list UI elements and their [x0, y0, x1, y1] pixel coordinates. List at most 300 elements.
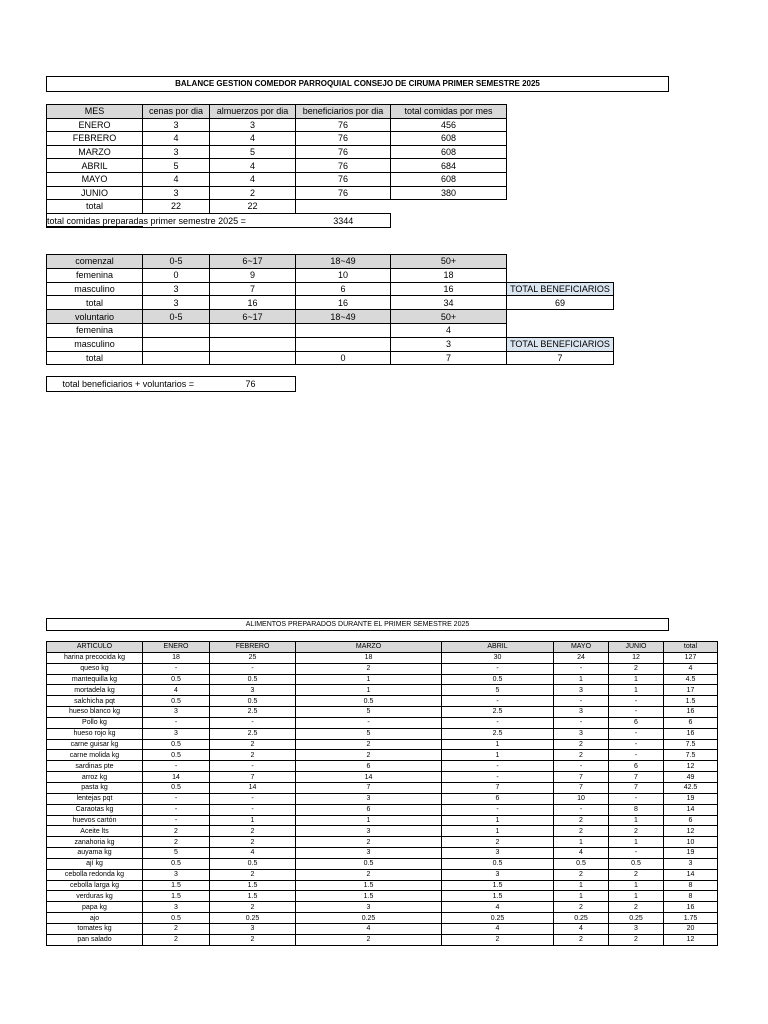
table-cell: 3: [143, 902, 210, 913]
table-cell: 3: [210, 923, 296, 934]
table-cell: 3: [143, 145, 210, 159]
table-cell: 2: [554, 739, 609, 750]
table-cell: 49: [664, 772, 718, 783]
table-cell: 42.5: [664, 782, 718, 793]
table-cell: [296, 337, 391, 351]
table-cell: 3: [143, 869, 210, 880]
table-cell: 3: [442, 869, 554, 880]
table-cell: 1: [210, 815, 296, 826]
table-cell: 4: [664, 663, 718, 674]
table-row: [47, 793, 718, 804]
total-cenas: 22: [143, 200, 210, 214]
table-cell: 4: [391, 323, 507, 337]
table-cell: 0: [143, 268, 210, 282]
table-cell: [210, 351, 296, 365]
comensal-masculino-row: [47, 282, 614, 296]
total-almuerzos: 22: [210, 200, 296, 214]
table-cell: 2: [609, 663, 664, 674]
voluntario-label: voluntario: [47, 310, 143, 324]
column-header: ENERO: [143, 642, 210, 653]
beneficiaries-demographics-table: [46, 254, 614, 365]
table-cell: 3: [210, 685, 296, 696]
table-cell: 6: [609, 717, 664, 728]
table-row: [47, 696, 718, 707]
empty-cell: [507, 255, 614, 269]
semester-total-value: 3344: [297, 214, 391, 228]
article-label: salchicha pqt: [47, 696, 143, 707]
table-cell: 2: [296, 869, 442, 880]
table-cell: 5: [143, 848, 210, 859]
table-cell: [210, 323, 296, 337]
month-label: ABRIL: [47, 159, 143, 173]
age-range-header: 0-5: [143, 255, 210, 269]
table-cell: -: [609, 739, 664, 750]
column-header: almuerzos por dia: [210, 105, 296, 119]
table-row: [47, 869, 718, 880]
voluntario-total-row: [47, 351, 614, 365]
table-cell: -: [210, 804, 296, 815]
table-cell: 2: [554, 902, 609, 913]
table-cell: 2: [554, 750, 609, 761]
table-cell: 4: [143, 132, 210, 146]
table-cell: 12: [664, 934, 718, 945]
column-header: total: [664, 642, 718, 653]
table-row: [47, 934, 718, 945]
table-cell: 0.5: [210, 696, 296, 707]
total-beneficiaries-label: TOTAL BENEFICIARIOS: [507, 282, 614, 296]
table-cell: 5: [442, 685, 554, 696]
age-range-header: 50+: [391, 310, 507, 324]
age-range-header: 50+: [391, 255, 507, 269]
table-cell: 2: [143, 923, 210, 934]
article-label: carne guisar kg: [47, 739, 143, 750]
table-row: [47, 739, 718, 750]
table-row: [47, 159, 507, 173]
table-cell: 7.5: [664, 739, 718, 750]
table-row: [47, 826, 718, 837]
column-header: cenas por dia: [143, 105, 210, 119]
table-cell: 19: [664, 848, 718, 859]
table-cell: 0.5: [442, 674, 554, 685]
table-cell: 14: [664, 804, 718, 815]
table-cell: -: [554, 717, 609, 728]
table-cell: 1: [442, 815, 554, 826]
table-cell: 3: [143, 728, 210, 739]
table-cell: 3: [143, 282, 210, 296]
table-cell: 1: [554, 880, 609, 891]
month-label: MAYO: [47, 172, 143, 186]
table-cell: 1: [609, 837, 664, 848]
table-cell: 18: [296, 652, 442, 663]
table-cell: 380: [391, 186, 507, 200]
comensal-label: comenzal: [47, 255, 143, 269]
table-cell: 76: [296, 145, 391, 159]
table-cell: [143, 351, 210, 365]
table-cell: 2: [554, 826, 609, 837]
table-cell: 4: [210, 172, 296, 186]
table-cell: 1: [296, 674, 442, 685]
table-cell: 2: [442, 934, 554, 945]
table-cell: 0.5: [143, 739, 210, 750]
table-cell: 3: [296, 902, 442, 913]
table-cell: 0.25: [442, 913, 554, 924]
table-cell: -: [442, 772, 554, 783]
empty-cell: [391, 200, 507, 214]
table-cell: 2: [609, 934, 664, 945]
month-label: ENERO: [47, 118, 143, 132]
table-cell: 1: [296, 685, 442, 696]
empty-cell: [507, 268, 614, 282]
table-cell: 76: [296, 186, 391, 200]
table-cell: -: [609, 793, 664, 804]
table-cell: 0.5: [143, 696, 210, 707]
table-row: [47, 186, 507, 200]
table-cell: 30: [442, 652, 554, 663]
table-cell: 456: [391, 118, 507, 132]
table-row: [47, 750, 718, 761]
table-cell: 3: [296, 848, 442, 859]
table-cell: 4: [143, 685, 210, 696]
voluntario-header-row: [47, 310, 614, 324]
table-cell: 6: [296, 282, 391, 296]
row-label: femenina: [47, 268, 143, 282]
table-cell: 10: [664, 837, 718, 848]
table-cell: -: [296, 717, 442, 728]
grand-total-label: total beneficiarios + voluntarios =: [47, 377, 210, 392]
comensal-femenina-row: [47, 268, 614, 282]
table-cell: -: [210, 793, 296, 804]
table-cell: -: [554, 663, 609, 674]
table-cell: [143, 323, 210, 337]
table-cell: 10: [554, 793, 609, 804]
table-cell: -: [609, 848, 664, 859]
column-header: MES: [47, 105, 143, 119]
table-cell: 18: [143, 652, 210, 663]
table-cell: 0.5: [210, 858, 296, 869]
table-cell: 16: [664, 707, 718, 718]
table-row: [47, 728, 718, 739]
table-cell: -: [442, 663, 554, 674]
row-label: total: [47, 351, 143, 365]
monthly-header-row: [47, 105, 507, 119]
table-cell: 0.5: [554, 858, 609, 869]
age-range-header: 6~17: [210, 255, 296, 269]
table-cell: -: [143, 804, 210, 815]
table-cell: 1.5: [664, 696, 718, 707]
table-cell: 0.5: [210, 674, 296, 685]
table-cell: -: [442, 804, 554, 815]
table-cell: 1.5: [210, 891, 296, 902]
table-cell: 7: [609, 782, 664, 793]
table-cell: 1: [554, 891, 609, 902]
table-cell: 2: [210, 186, 296, 200]
table-cell: 14: [143, 772, 210, 783]
table-row: [47, 772, 718, 783]
table-cell: 16: [296, 296, 391, 310]
article-label: pasta kg: [47, 782, 143, 793]
table-cell: 4: [554, 923, 609, 934]
table-cell: 4: [143, 172, 210, 186]
article-label: lentejas pqt: [47, 793, 143, 804]
table-cell: 4.5: [664, 674, 718, 685]
article-label: Aceite lts: [47, 826, 143, 837]
table-cell: 0.5: [442, 858, 554, 869]
table-cell: [296, 323, 391, 337]
table-cell: 608: [391, 145, 507, 159]
article-label: papa kg: [47, 902, 143, 913]
table-row: [47, 923, 718, 934]
month-label: MARZO: [47, 145, 143, 159]
table-cell: 7: [296, 782, 442, 793]
table-cell: 7: [210, 282, 296, 296]
article-label: cebolla larga kg: [47, 880, 143, 891]
age-range-header: 6~17: [210, 310, 296, 324]
table-cell: 1.5: [143, 880, 210, 891]
table-cell: 7: [554, 782, 609, 793]
table-cell: 684: [391, 159, 507, 173]
table-cell: 3: [664, 858, 718, 869]
food-header-row: [47, 642, 718, 653]
empty-cell: [391, 213, 507, 227]
article-label: hueso blanco kg: [47, 707, 143, 718]
table-cell: 5: [210, 145, 296, 159]
table-cell: 76: [296, 172, 391, 186]
table-cell: 1: [609, 674, 664, 685]
table-row: [47, 685, 718, 696]
table-cell: 7: [609, 772, 664, 783]
column-header: beneficiarios por dia: [296, 105, 391, 119]
food-table-title: ALIMENTOS PREPARADOS DURANTE EL PRIMER SEMESTRE 2025: [46, 618, 669, 631]
table-cell: 1: [609, 880, 664, 891]
table-cell: 4: [442, 923, 554, 934]
table-cell: 2.5: [442, 728, 554, 739]
table-cell: 2: [210, 826, 296, 837]
table-cell: -: [554, 761, 609, 772]
column-header: FEBRERO: [210, 642, 296, 653]
table-cell: 14: [210, 782, 296, 793]
table-cell: 0.5: [143, 913, 210, 924]
table-cell: 2.5: [442, 707, 554, 718]
table-cell: 1.5: [143, 891, 210, 902]
table-cell: -: [442, 717, 554, 728]
table-cell: 4: [554, 848, 609, 859]
article-label: zanahoria kg: [47, 837, 143, 848]
table-row: [47, 858, 718, 869]
row-label: masculino: [47, 282, 143, 296]
table-cell: 12: [609, 652, 664, 663]
table-cell: 1: [609, 815, 664, 826]
table-cell: 5: [143, 159, 210, 173]
table-cell: 2: [609, 826, 664, 837]
table-cell: -: [609, 696, 664, 707]
table-cell: 4: [210, 848, 296, 859]
month-label: JUNIO: [47, 186, 143, 200]
table-cell: -: [143, 793, 210, 804]
table-cell: 6: [442, 793, 554, 804]
table-cell: 0.25: [296, 913, 442, 924]
column-header: MAYO: [554, 642, 609, 653]
table-cell: 1.5: [296, 880, 442, 891]
table-cell: 0.5: [143, 782, 210, 793]
table-cell: 2: [296, 739, 442, 750]
table-row: [47, 761, 718, 772]
table-cell: 2: [143, 934, 210, 945]
table-cell: 6: [664, 717, 718, 728]
row-label: femenina: [47, 323, 143, 337]
table-cell: 2.5: [210, 728, 296, 739]
table-cell: -: [210, 761, 296, 772]
article-label: mantequilla kg: [47, 674, 143, 685]
table-cell: 76: [296, 159, 391, 173]
age-range-header: 18~49: [296, 255, 391, 269]
table-cell: 3: [143, 296, 210, 310]
table-cell: 3: [554, 707, 609, 718]
table-cell: 3: [296, 826, 442, 837]
table-cell: 7: [442, 782, 554, 793]
table-cell: 0.5: [143, 858, 210, 869]
table-cell: 608: [391, 172, 507, 186]
page-title: BALANCE GESTION COMEDOR PARROQUIAL CONSEJO DE CIRUMA PRIMER SEMESTRE 2025: [46, 76, 669, 92]
table-row: [47, 782, 718, 793]
table-cell: 2: [554, 815, 609, 826]
table-cell: 25: [210, 652, 296, 663]
table-row: [47, 902, 718, 913]
article-label: huevos cartón: [47, 815, 143, 826]
table-cell: -: [554, 804, 609, 815]
table-cell: 4: [296, 923, 442, 934]
table-cell: 1: [442, 826, 554, 837]
age-range-header: 18~49: [296, 310, 391, 324]
table-cell: 12: [664, 761, 718, 772]
table-cell: -: [210, 717, 296, 728]
table-cell: 1.75: [664, 913, 718, 924]
grand-total-table: [46, 376, 296, 392]
table-cell: 1: [554, 674, 609, 685]
table-cell: 2: [143, 837, 210, 848]
table-cell: 0.5: [143, 750, 210, 761]
table-cell: 10: [296, 268, 391, 282]
article-label: ají kg: [47, 858, 143, 869]
table-cell: 2: [210, 934, 296, 945]
table-cell: 1.5: [296, 891, 442, 902]
article-label: Pollo kg: [47, 717, 143, 728]
article-label: cebolla redonda kg: [47, 869, 143, 880]
table-row: [47, 804, 718, 815]
table-cell: 2: [143, 826, 210, 837]
table-cell: 24: [554, 652, 609, 663]
table-cell: 8: [664, 891, 718, 902]
table-cell: -: [143, 663, 210, 674]
table-cell: 1: [442, 739, 554, 750]
comensal-header-row: [47, 255, 614, 269]
table-cell: 6: [664, 815, 718, 826]
table-cell: 2: [442, 837, 554, 848]
table-cell: 19: [664, 793, 718, 804]
table-cell: 3: [296, 793, 442, 804]
monthly-total-row: [47, 200, 507, 214]
table-row: [47, 674, 718, 685]
table-cell: 76: [296, 118, 391, 132]
comensal-total-row: [47, 296, 614, 310]
table-cell: 8: [664, 880, 718, 891]
column-header: MARZO: [296, 642, 442, 653]
table-row: [47, 132, 507, 146]
table-cell: -: [442, 761, 554, 772]
table-cell: 16: [664, 902, 718, 913]
table-cell: 34: [391, 296, 507, 310]
empty-cell: [507, 310, 614, 324]
article-label: harina precocida kg: [47, 652, 143, 663]
column-header: total comidas por mes: [391, 105, 507, 119]
table-row: [47, 663, 718, 674]
article-label: ajo: [47, 913, 143, 924]
table-cell: 2: [609, 869, 664, 880]
table-cell: 3: [554, 685, 609, 696]
table-cell: 2: [554, 934, 609, 945]
month-label: FEBRERO: [47, 132, 143, 146]
article-label: verduras kg: [47, 891, 143, 902]
table-cell: 4: [210, 132, 296, 146]
table-row: [47, 145, 507, 159]
table-cell: 18: [391, 268, 507, 282]
table-cell: -: [442, 696, 554, 707]
row-label: total: [47, 296, 143, 310]
table-row: [47, 891, 718, 902]
table-cell: 14: [296, 772, 442, 783]
table-cell: 16: [391, 282, 507, 296]
table-cell: 6: [296, 804, 442, 815]
article-label: mortadela kg: [47, 685, 143, 696]
table-cell: 0.5: [143, 674, 210, 685]
total-beneficiaries-value: 69: [507, 296, 614, 310]
table-cell: 2: [296, 837, 442, 848]
table-cell: 8: [609, 804, 664, 815]
table-cell: 3: [442, 848, 554, 859]
article-label: carne molida kg: [47, 750, 143, 761]
table-row: [47, 848, 718, 859]
table-cell: 16: [664, 728, 718, 739]
article-label: sardinas pte: [47, 761, 143, 772]
column-header: ARTICULO: [47, 642, 143, 653]
table-cell: -: [609, 707, 664, 718]
table-cell: 2: [296, 934, 442, 945]
table-cell: 7: [210, 772, 296, 783]
table-cell: 0.25: [210, 913, 296, 924]
grand-total-value: 76: [210, 377, 296, 392]
table-cell: 6: [609, 761, 664, 772]
total-label: total: [47, 200, 143, 214]
table-row: [47, 717, 718, 728]
table-cell: 7: [554, 772, 609, 783]
row-label: masculino: [47, 337, 143, 351]
table-cell: -: [554, 696, 609, 707]
table-cell: [210, 337, 296, 351]
table-cell: 0.5: [296, 858, 442, 869]
table-cell: 2: [554, 869, 609, 880]
table-cell: 3: [143, 707, 210, 718]
table-cell: 2: [210, 739, 296, 750]
table-cell: 1: [442, 750, 554, 761]
table-cell: 3: [554, 728, 609, 739]
table-cell: 0: [296, 351, 391, 365]
table-row: [47, 913, 718, 924]
article-label: tomates kg: [47, 923, 143, 934]
table-cell: 7.5: [664, 750, 718, 761]
table-cell: 0.25: [609, 913, 664, 924]
empty-cell: [296, 200, 391, 214]
table-cell: 20: [664, 923, 718, 934]
monthly-meals-table: [46, 104, 507, 227]
